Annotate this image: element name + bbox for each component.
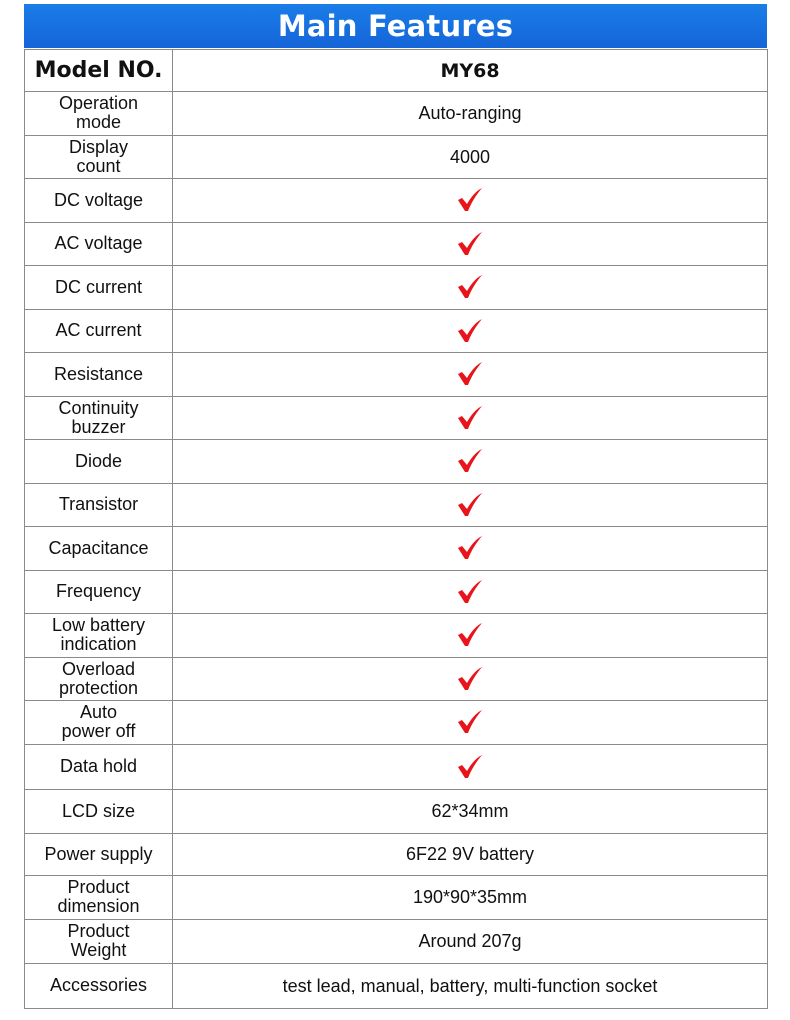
check-mark-icon <box>456 318 484 344</box>
feature-value-resistance <box>173 353 768 397</box>
check-mark-icon <box>456 187 484 213</box>
feature-value-continuity-buzzer <box>173 396 768 440</box>
model-value: MY68 <box>173 50 768 92</box>
feature-label-continuity-buzzer: Continuity buzzer <box>25 396 173 440</box>
check-mark-icon <box>456 274 484 300</box>
feature-label-low-battery-indication: Low battery indication <box>25 614 173 658</box>
table-row <box>25 875 768 919</box>
feature-label-data-hold: Data hold <box>25 744 173 789</box>
check-mark-icon <box>456 405 484 431</box>
title-banner <box>24 4 767 48</box>
feature-label-lcd-size: LCD size <box>25 789 173 833</box>
check-mark-icon <box>456 754 484 780</box>
table-row <box>25 92 768 136</box>
feature-label-transistor: Transistor <box>25 483 173 527</box>
feature-label-accessories: Accessories <box>25 963 173 1008</box>
table-row <box>25 527 768 571</box>
check-mark-icon <box>456 535 484 561</box>
feature-label-product-dimension: Product dimension <box>25 875 173 919</box>
feature-value-lcd-size: 62*34mm <box>173 789 768 833</box>
check-mark-icon <box>456 579 484 605</box>
feature-value-accessories: test lead, manual, battery, multi-function socket <box>173 963 768 1008</box>
feature-value-display-count: 4000 <box>173 135 768 179</box>
check-mark-icon <box>456 231 484 257</box>
check-mark-icon <box>456 361 484 387</box>
check-mark-icon <box>456 448 484 474</box>
table-row <box>25 833 768 875</box>
page-title: Main Features <box>277 9 514 43</box>
feature-label-auto-power-off: Auto power off <box>25 701 173 745</box>
feature-label-operation-mode: Operation mode <box>25 92 173 136</box>
feature-value-ac-voltage <box>173 222 768 266</box>
feature-label-display-count: Display count <box>25 135 173 179</box>
feature-value-capacitance <box>173 527 768 571</box>
feature-label-ac-current: AC current <box>25 309 173 353</box>
table-row <box>25 701 768 745</box>
feature-value-frequency <box>173 570 768 614</box>
feature-label-diode: Diode <box>25 440 173 484</box>
feature-label-ac-voltage: AC voltage <box>25 222 173 266</box>
table-row <box>25 657 768 701</box>
feature-value-power-supply: 6F22 9V battery <box>173 833 768 875</box>
feature-value-low-battery-indication <box>173 614 768 658</box>
table-row <box>25 963 768 1008</box>
table-row <box>25 614 768 658</box>
feature-label-dc-current: DC current <box>25 266 173 310</box>
feature-value-operation-mode: Auto-ranging <box>173 92 768 136</box>
feature-label-capacitance: Capacitance <box>25 527 173 571</box>
table-row <box>25 744 768 789</box>
model-label: Model NO. <box>25 50 173 92</box>
table-row <box>25 222 768 266</box>
feature-value-ac-current <box>173 309 768 353</box>
table-header-row <box>25 50 768 92</box>
table-row <box>25 483 768 527</box>
feature-value-dc-voltage <box>173 179 768 223</box>
feature-value-overload-protection <box>173 657 768 701</box>
table-row <box>25 440 768 484</box>
table-row <box>25 179 768 223</box>
table-row <box>25 919 768 963</box>
check-mark-icon <box>456 622 484 648</box>
feature-label-dc-voltage: DC voltage <box>25 179 173 223</box>
feature-value-product-weight: Around 207g <box>173 919 768 963</box>
table-row <box>25 353 768 397</box>
feature-value-diode <box>173 440 768 484</box>
table-row <box>25 309 768 353</box>
table-row <box>25 266 768 310</box>
table-row <box>25 135 768 179</box>
feature-label-resistance: Resistance <box>25 353 173 397</box>
feature-label-power-supply: Power supply <box>25 833 173 875</box>
feature-label-frequency: Frequency <box>25 570 173 614</box>
feature-value-dc-current <box>173 266 768 310</box>
feature-label-overload-protection: Overload protection <box>25 657 173 701</box>
feature-value-product-dimension: 190*90*35mm <box>173 875 768 919</box>
check-mark-icon <box>456 666 484 692</box>
feature-value-transistor <box>173 483 768 527</box>
check-mark-icon <box>456 492 484 518</box>
check-mark-icon <box>456 709 484 735</box>
feature-label-product-weight: Product Weight <box>25 919 173 963</box>
feature-value-data-hold <box>173 744 768 789</box>
table-row <box>25 396 768 440</box>
features-table <box>24 49 768 1009</box>
feature-value-auto-power-off <box>173 701 768 745</box>
table-row <box>25 570 768 614</box>
table-row <box>25 789 768 833</box>
